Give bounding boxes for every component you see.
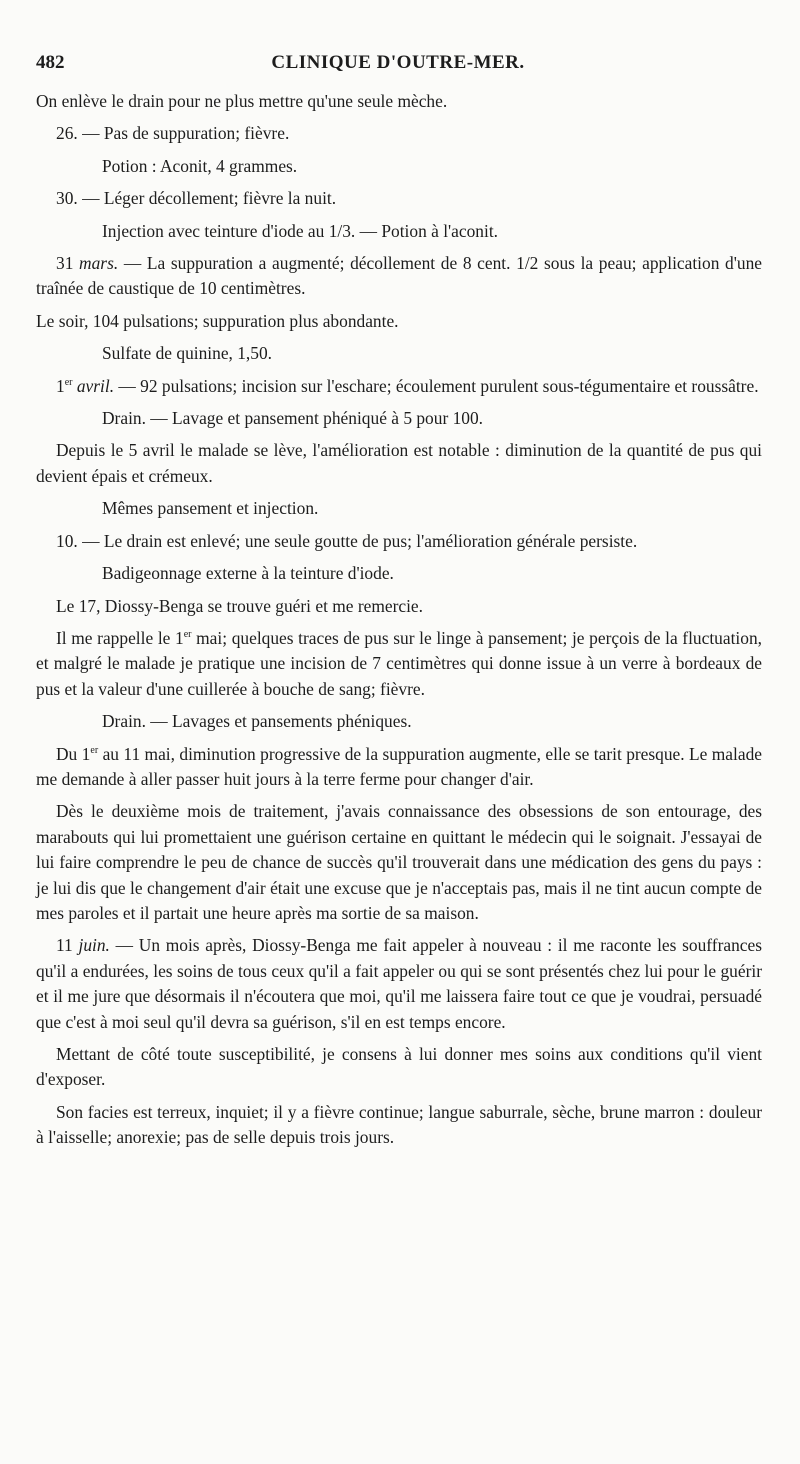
- entry-date: 10.: [56, 530, 78, 551]
- entry-date: 26.: [56, 123, 78, 144]
- page-number: 482: [36, 52, 65, 73]
- paragraph: Potion : Aconit, 4 grammes.: [102, 155, 298, 176]
- paragraph: Depuis le 5 avril le malade se lève, l'amélioration est notable : diminution de la quantité de pus qui devient épais et crémeux.: [36, 440, 762, 486]
- entry-date: 30.: [56, 188, 78, 209]
- paragraph: Du 1er au 11 mai, diminution progressive de la suppuration augmente, elle se tarit presque. Le malade me demande à aller passer huit jours à la terre ferme pour changer d'air.: [36, 743, 762, 789]
- paragraph: 30. — Léger décollement; fièvre la nuit.: [56, 188, 337, 209]
- paragraph: 31 mars. — La suppuration a augmenté; décollement de 8 cent. 1/2 sous la peau; application d'une traînée de caustique de 10 centimètres.: [36, 253, 762, 299]
- page-header: [36, 52, 760, 86]
- entry-month: avril.: [76, 375, 115, 396]
- paragraph: Il me rappelle le 1er mai; quelques traces de pus sur le linge à pansement; je perçois de la fluctuation, et malgré le malade je pratique une incision de 7 centimètres qui donne issue à un verre à bordeaux de pus et la valeur d'une cuillerée à bouche de sang; fièvre.: [36, 627, 762, 699]
- paragraph: Son facies est terreux, inquiet; il y a fièvre continue; langue saburrale, sèche, brune marron : douleur à l'aisselle; anorexie; pas de selle depuis trois jours.: [36, 1101, 762, 1148]
- paragraph: Mettant de côté toute susceptibilité, je consens à lui donner mes soins aux conditions qu'il vient d'exposer.: [36, 1044, 762, 1090]
- paragraph: Badigeonnage externe à la teinture d'iode.: [102, 563, 394, 584]
- paragraph: 1er avril. — 92 pulsations; incision sur l'eschare; écoulement purulent sous-tégumentaire et roussâtre.: [56, 375, 759, 396]
- paragraph: Sulfate de quinine, 1,50.: [102, 343, 273, 364]
- paragraph: Mêmes pansement et injection.: [102, 498, 319, 519]
- paragraph: Dès le deuxième mois de traitement, j'avais connaissance des obsessions de son entourage, des marabouts qui lui promettaient une guérison certaine en quittant le médecin qui le soignait. J'essayai de lui faire comprendre le peu de chance de succès qu'il trouverait dans une médication des gens du pays : je lui dis que le changement d'air était une excuse que je n'acceptais pas, mais il ne tint aucun compte de mes paroles et il partait une heure après ma sortie de sa maison.: [36, 801, 762, 923]
- paragraph: 10. — Le drain est enlevé; une seule goutte de pus; l'amélioration générale persiste.: [56, 530, 638, 551]
- paragraph: Le 17, Diossy-Benga se trouve guéri et me remercie.: [56, 595, 424, 616]
- document-body: [36, 89, 762, 1158]
- paragraph: 26. — Pas de suppuration; fièvre.: [56, 123, 290, 144]
- paragraph: 11 juin. — Un mois après, Diossy-Benga me fait appeler à nouveau : il me raconte les souffrances qu'il a endurées, les soins de tous ceux qu'il a fait appeler ou qui se sont présentés chez lui pour le guérir et il me jure que désormais il n'écoutera que moi, qu'il me laissera faire tout ce que je voudrai, persuadé que c'est à moi seul qu'il devra sa guérison, s'il en est temps encore.: [36, 935, 762, 1032]
- entry-date: 11: [56, 935, 73, 956]
- paragraph: Drain. — Lavages et pansements phéniques.: [102, 711, 412, 732]
- paragraph: Injection avec teinture d'iode au 1/3. — Potion à l'aconit.: [102, 220, 498, 241]
- entry-month: juin.: [78, 935, 110, 956]
- entry-date: 1: [56, 375, 65, 396]
- running-title: CLINIQUE D'OUTRE-MER.: [271, 52, 525, 73]
- entry-date: 31: [56, 253, 74, 274]
- paragraph: On enlève le drain pour ne plus mettre qu'une seule mèche.: [36, 91, 448, 111]
- entry-month: mars.: [79, 253, 119, 274]
- paragraph: Le soir, 104 pulsations; suppuration plus abondante.: [36, 310, 399, 331]
- paragraph: Drain. — Lavage et pansement phéniqué à 5 pour 100.: [102, 408, 484, 429]
